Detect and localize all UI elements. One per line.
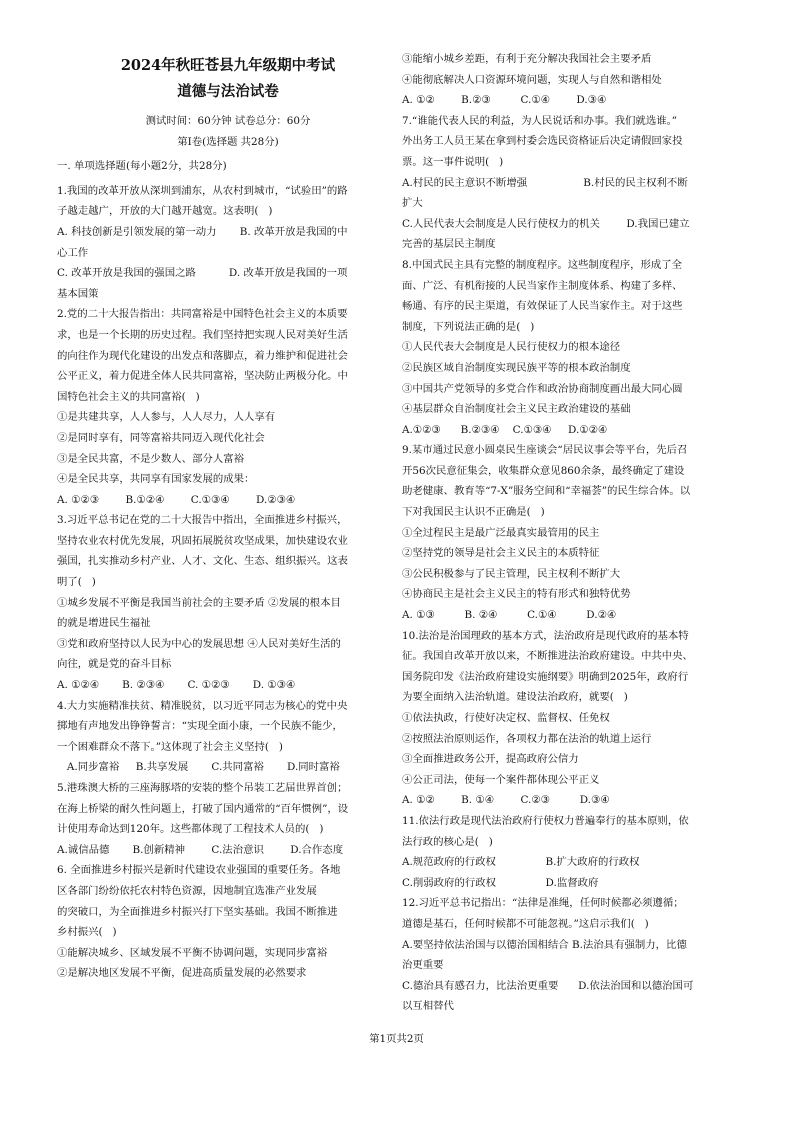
question-line: 征。我国自改革开放以来，不断推进法治政府建设。中共中央、: [402, 650, 693, 663]
question-line: 6. 全面推进乡村振兴是新时代建设农业强国的重要任务。各地: [57, 864, 341, 877]
question-line: A.村民的民主意识不断增强 B.村民的民主权利不断: [402, 176, 688, 189]
question-line: 5.港珠澳大桥的三座海豚塔的安装的整个吊装工艺届世界首创；: [57, 782, 348, 794]
question-line: ①全过程民主是最广泛最真实最管用的民主: [402, 526, 600, 539]
question-line: A. ①②④ B. ②③④ C. ①②③ D. ①③④: [57, 679, 296, 692]
left-question-list: [57, 181, 399, 984]
question-line: 掷地有声地发出铮铮誓言：“实现全面小康，一个民族不能少，: [57, 720, 343, 733]
question-line: ②是同时享有，同等富裕共同迈入现代化社会: [57, 431, 265, 444]
question-line: ④协商民主是社会主义民主的特有形式和独特优势: [402, 588, 631, 601]
question-line: ④公正司法，使每一个案件都体现公平正义: [402, 773, 600, 786]
question-line: A.规范政府的行政权 B.扩大政府的行政权: [402, 856, 640, 869]
question-line: 基本国策: [57, 287, 99, 300]
question-line: 2.党的二十大报告指出：共同富裕是中国特色社会主义的本质要: [57, 308, 348, 321]
question-line: ④是全民共享，共同享有国家发展的成果：: [57, 473, 255, 486]
question-line: ①人民代表大会制度是人民行使权力的根本途径: [402, 341, 621, 354]
exam-time-info: 测试时间：60分钟 试卷总分：60分: [145, 115, 311, 127]
question-line: ②坚持党的领导是社会主义民主的本质特征: [402, 547, 600, 560]
question-line: 9.某市通过民意小圆桌民生座谈会“居民议事会等平台，先后召: [402, 444, 688, 457]
question-line: ④基层群众自治制度社会主义民主政治建设的基础: [402, 403, 631, 416]
question-line: A.诚信品德 B.创新精神 C.法治意识 D.合作态度: [57, 843, 344, 856]
question-line: ③中国共产党领导的多党合作和政治协商制度画出最大同心圆: [402, 382, 683, 395]
right-question-list: [402, 49, 746, 1017]
exam-title: 2024年秋旺苍县九年级期中考试: [120, 57, 336, 74]
question-line: 票。这一事件说明( ): [402, 155, 504, 168]
question-line: A. ①② B. ①④ C.②③ D.③④: [402, 794, 610, 807]
question-line: 4.大力实施精准扶贫、精准脱贫，以习近平同志为核心的党中央: [57, 699, 348, 712]
question-line: ②民族区域自治制度实现民族平等的根本政治制度: [402, 361, 631, 374]
question-line: C.德治具有感召力，比法治更重要 D.依法治国和以德治国可: [402, 979, 694, 992]
question-line: ①城乡发展不平衡是我国当前社会的主要矛盾 ②发展的根本目: [57, 596, 341, 609]
question-line: 的突破口，为全面推进乡村振兴打下坚实基础。我国不断推进: [57, 905, 338, 918]
question-line: C.削弱政府的行政权 D.监督政府: [402, 876, 599, 889]
question-line: 外出务工人员王某在拿到村委会选民资格证后决定请假回家投: [402, 135, 683, 148]
question-line: 开56次民意征集会，收集群众意见860余条，最终确定了建设: [402, 464, 685, 477]
question-line: 明了( ): [57, 576, 96, 589]
question-line: 区各部门纷纷依托农村特色资源，因地制宜选准产业发展: [57, 884, 317, 897]
part-title: 一. 单项选择题(每小题2分，共28分): [57, 160, 227, 173]
question-line: 国务院印发《法治政府建设实施纲要》明确到2025年，政府行: [402, 670, 689, 683]
question-line: ③是全民共富，不是少数人、部分人富裕: [57, 452, 245, 465]
question-line: 心工作: [57, 246, 89, 259]
question-line: A.要坚持依法治国与以德治国相结合 B.法治具有强制力，比德: [402, 938, 687, 951]
question-line: 7.“谁能代表人民的利益，为人民说话和办事。我们就选谁。”: [402, 114, 678, 127]
question-line: 完善的基层民主制度: [402, 238, 496, 251]
question-line: A. 科技创新是引领发展的第一动力 B. 改革开放是我国的中: [57, 225, 348, 238]
question-line: 治更重要: [402, 959, 444, 972]
exam-subtitle: 道德与法治试卷: [177, 83, 279, 100]
question-line: 扩大: [402, 197, 423, 210]
question-line: 法行政的核心是( ): [402, 835, 493, 848]
question-line: 公平正义，着力促进全体人民共同富裕，坚决防止两极分化。中: [57, 370, 348, 383]
question-line: A.①②③ B.②③④ C.①③④ D.①②④: [402, 423, 608, 436]
question-line: 计使用寿命达到120年。这些都体现了工程技术人员的( ): [57, 823, 324, 836]
question-line: 向往，就是党的奋斗目标: [57, 658, 172, 671]
question-line: 的向往作为现代化建设的出发点和落脚点，着力维护和促进社会: [57, 349, 348, 362]
question-line: 乡村振兴( ): [57, 926, 117, 939]
question-line: ③能缩小城乡差距，有利于充分解决我国社会主要矛盾: [402, 53, 652, 65]
question-line: 面、广泛、有机衔接的人民当家作主制度体系、构建了多样、: [402, 279, 683, 292]
question-line: 制度，下列说法正确的是( ): [402, 320, 535, 333]
question-line: A. ①②③ B.①②④ C.①③④ D.②③④: [57, 493, 296, 506]
question-line: 以互相替代: [402, 1000, 454, 1013]
question-line: 助老健康、教育等“7-X”服务空间和“幸福荟”的民生综合体。以: [402, 485, 691, 498]
question-line: 10.法治是治国理政的基本方式，法治政府是现代政府的基本特: [402, 629, 689, 642]
question-line: 求，也是一个长期的历史过程。我们坚持把实现人民对美好生活: [57, 328, 348, 341]
question-line: 在海上桥梁的耐久性问题上，打破了国内通常的“百年惯例”，设: [57, 802, 349, 815]
question-line: 11.依法行政是现代法治政府行使权力普遍奉行的基本原则，依: [402, 814, 689, 827]
question-line: 坚持农业农村优先发展，巩固拓展脱贫攻坚成果，加快建设农业: [57, 534, 348, 547]
question-line: ③公民积极参与了民主管理，民主权利不断扩大: [402, 567, 621, 580]
question-line: 8.中国式民主具有完整的制度程序。这些制度程序，形成了全: [402, 258, 683, 271]
question-line: C. 改革开放是我国的强国之路 D. 改革开放是我国的一项: [57, 267, 348, 280]
question-line: ④能彻底解决人口资源环境问题，实现人与自然和谐相处: [402, 73, 662, 86]
question-line: ①依法执政，行使好决定权、监督权、任免权: [402, 712, 610, 724]
question-line: ①能解决城乡、区域发展不平衡不协调问题，实现同步富裕: [57, 946, 328, 959]
question-line: A. ①② B.②③ C.①④ D.③④: [402, 94, 607, 107]
question-line: ②按照法治原则运作，各项权力都在法治的轨道上运行: [402, 732, 652, 745]
question-line: 子越走越广，开放的大门越开越宽。这表明( ): [57, 205, 273, 218]
question-line: 为要全面纳入法治轨道。建设法治政府，就要( ): [402, 691, 628, 704]
question-line: ①是共建共享，人人参与，人人尽力，人人享有: [57, 411, 276, 424]
question-line: A. ①③ B. ②④ C.①④ D.②④: [402, 609, 617, 622]
left-column: [57, 53, 399, 984]
question-line: 的就是增进民生福祉: [57, 617, 151, 630]
question-line: 国特色社会主义的共同富裕( ): [57, 390, 200, 403]
right-column: [402, 49, 746, 1017]
section-title: 第Ⅰ卷(选择题 共28分): [177, 135, 279, 148]
question-line: C.人民代表大会制度是人民行使权力的机关 D.我国已建立: [402, 217, 690, 230]
page-footer: 第1页共2页: [369, 1033, 424, 1045]
question-line: 强国，扎实推动乡村产业、人才、文化、生态、组织振兴。这表: [57, 555, 348, 568]
question-line: ②是解决地区发展不平衡，促进高质量发展的必然要求: [57, 967, 307, 980]
question-line: 下对我国民主认识不正确是( ): [402, 506, 545, 519]
question-line: A.同步富裕 B.共享发展 C.共同富裕 D.同时富裕: [57, 761, 340, 774]
question-line: ③党和政府坚持以人民为中心的发展思想 ④人民对美好生活的: [57, 637, 341, 650]
question-line: ③全面推进政务公开，提高政府公信力: [402, 753, 579, 766]
question-line: 12.习近平总书记指出：“法律是准绳，任何时候都必须遵循；: [402, 897, 684, 910]
question-line: 一个困难群众不落下。”这体现了社会主义坚持( ): [57, 740, 283, 753]
question-line: 1.我国的改革开放从深圳到浦东，从农村到城市，“试验田”的路: [57, 184, 348, 197]
question-line: 3.习近平总书记在党的二十大报告中指出，全面推进乡村振兴，: [57, 514, 348, 527]
question-line: 道德是基石，任何时候都不可能忽视。”这启示我们( ): [402, 917, 649, 930]
question-line: 畅通、有序的民主渠道，有效保证了人民当家作主。对于这些: [402, 300, 683, 313]
